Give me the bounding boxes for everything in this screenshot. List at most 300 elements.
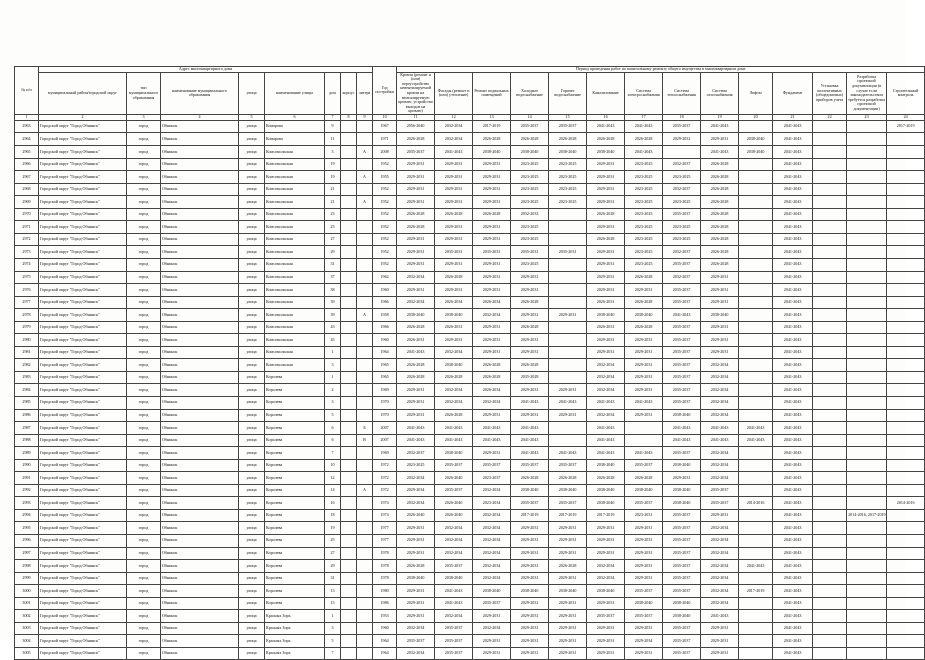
table-cell xyxy=(341,459,357,472)
table-cell xyxy=(739,484,773,497)
table-cell: Королева xyxy=(265,534,325,547)
table-cell: 2029-2031 xyxy=(549,622,587,635)
table-cell: 2023-2025 xyxy=(625,233,663,246)
table-cell: 2023-2025 xyxy=(511,221,549,234)
table-cell: 2035-2037 xyxy=(625,459,663,472)
table-cell xyxy=(813,484,847,497)
col-lift: Лифты xyxy=(739,72,773,114)
column-number: 9 xyxy=(357,114,373,120)
table-cell xyxy=(847,610,887,623)
table-row xyxy=(15,221,925,234)
column-number: 24 xyxy=(887,114,925,120)
column-number: 16 xyxy=(587,114,625,120)
table-cell: 2041-2043 xyxy=(435,434,473,447)
table-cell: 2007 xyxy=(373,422,397,435)
table-row xyxy=(15,597,925,610)
table-cell xyxy=(341,597,357,610)
table-cell: 2026-2028 xyxy=(549,133,587,146)
table-cell: 2029-2031 xyxy=(473,321,511,334)
table-cell: Королева xyxy=(265,472,325,485)
table-cell xyxy=(813,221,847,234)
table-cell: 2026-2028 xyxy=(587,472,625,485)
table-cell: Обнинск xyxy=(161,422,239,435)
table-cell: 15 xyxy=(325,597,341,610)
table-cell: Городской округ "Город Обнинск" xyxy=(39,572,127,585)
table-cell: 2029-2031 xyxy=(473,447,511,460)
table-cell: 2988 xyxy=(15,434,39,447)
table-cell: 2038-2040 xyxy=(663,497,701,510)
table-row xyxy=(15,334,925,347)
table-cell: Комсомольская xyxy=(265,183,325,196)
table-cell: город xyxy=(127,434,161,447)
table-cell: 27 xyxy=(325,547,341,560)
table-cell xyxy=(847,384,887,397)
table-cell: 1 xyxy=(325,610,341,623)
table-cell: Городской округ "Город Обнинск" xyxy=(39,334,127,347)
table-cell: 2032-2034 xyxy=(473,534,511,547)
table-cell xyxy=(357,409,373,422)
table-cell: 2023-2037 xyxy=(473,472,511,485)
table-cell: город xyxy=(127,146,161,159)
table-cell: 1969 xyxy=(373,384,397,397)
table-cell: улица xyxy=(239,221,265,234)
table-cell: 2038-2040 xyxy=(397,309,435,322)
table-cell: 2026-2028 xyxy=(587,233,625,246)
table-cell xyxy=(739,296,773,309)
table-cell: Королева xyxy=(265,547,325,560)
table-cell: 2029-2031 xyxy=(587,346,625,359)
table-cell: город xyxy=(127,309,161,322)
table-cell xyxy=(887,622,925,635)
table-cell: 27 xyxy=(325,233,341,246)
table-cell: 2032-2034 xyxy=(435,133,473,146)
table-cell xyxy=(341,384,357,397)
table-cell xyxy=(887,384,925,397)
table-cell: 2029-2031 xyxy=(473,635,511,648)
table-cell: 2041-2043 xyxy=(773,221,813,234)
table-cell xyxy=(813,284,847,297)
table-row xyxy=(15,472,925,485)
table-cell: 1974 xyxy=(373,509,397,522)
table-row xyxy=(15,246,925,259)
table-cell: 1 xyxy=(325,371,341,384)
table-cell: Городской округ "Город Обнинск" xyxy=(39,422,127,435)
table-cell xyxy=(341,509,357,522)
table-cell: 2029-2031 xyxy=(587,183,625,196)
table-cell: 2041-2043 xyxy=(773,321,813,334)
table-cell: 2023-2025 xyxy=(511,196,549,209)
column-number: 17 xyxy=(625,114,663,120)
table-cell: 1952 xyxy=(373,246,397,259)
table-cell: 2991 xyxy=(15,472,39,485)
table-cell: город xyxy=(127,622,161,635)
table-cell xyxy=(549,221,587,234)
table-cell xyxy=(813,497,847,510)
table-cell: 2029-2031 xyxy=(587,221,625,234)
column-number: 8 xyxy=(341,114,357,120)
table-cell: улица xyxy=(239,422,265,435)
table-cell: 2032-2034 xyxy=(701,396,739,409)
table-cell: 2023-2031 xyxy=(625,509,663,522)
table-cell xyxy=(887,321,925,334)
table-cell: 2029-2031 xyxy=(625,560,663,573)
table-cell: 2035-2037 xyxy=(625,585,663,598)
table-cell: 2038-2040 xyxy=(435,309,473,322)
table-cell: 1980 xyxy=(373,585,397,598)
table-cell: 2023-2025 xyxy=(511,233,549,246)
col-municipal: муниципальный район/городской округ xyxy=(39,72,127,114)
table-cell: 2029-2031 xyxy=(549,534,587,547)
table-cell: улица xyxy=(239,497,265,510)
table-cell xyxy=(341,146,357,159)
table-cell: 2038-2040 xyxy=(473,146,511,159)
table-cell: 1955 xyxy=(373,171,397,184)
table-cell: Обнинск xyxy=(161,396,239,409)
table-cell: 2981 xyxy=(15,346,39,359)
table-cell: Королева xyxy=(265,396,325,409)
col-gas: Система газоснабжения xyxy=(701,72,739,114)
table-cell: 2032-2034 xyxy=(587,384,625,397)
table-cell xyxy=(549,346,587,359)
column-number: 12 xyxy=(435,114,473,120)
table-cell xyxy=(887,183,925,196)
table-cell: 2026-2028 xyxy=(511,296,549,309)
table-cell: 2032-2037 xyxy=(397,447,435,460)
table-cell: Городской округ "Город Обнинск" xyxy=(39,246,127,259)
table-cell: 2023-2025 xyxy=(663,196,701,209)
table-cell: 2998 xyxy=(15,560,39,573)
table-cell: 2029-2031 xyxy=(473,409,511,422)
table-cell: 2032-2034 xyxy=(701,459,739,472)
table-cell: Комсомольская xyxy=(265,284,325,297)
table-cell xyxy=(549,208,587,221)
table-cell: 2029-2031 xyxy=(473,196,511,209)
column-number: 5 xyxy=(239,114,265,120)
table-cell: 2995 xyxy=(15,522,39,535)
table-cell xyxy=(847,434,887,447)
table-cell: 2035-2031 xyxy=(511,246,549,259)
table-cell: 2032-2034 xyxy=(435,384,473,397)
table-cell: Городской округ "Город Обнинск" xyxy=(39,447,127,460)
table-cell: 1964 xyxy=(373,635,397,648)
table-cell: 1952 xyxy=(373,183,397,196)
table-cell: 2029-2031 xyxy=(587,246,625,259)
table-cell: 2029-2031 xyxy=(587,158,625,171)
table-cell xyxy=(357,120,373,133)
table-cell: 2026-2028 xyxy=(701,246,739,259)
table-cell: Комсомольская xyxy=(265,208,325,221)
table-cell: 2032-2034 xyxy=(435,120,473,133)
table-cell: 2026-2040 xyxy=(397,509,435,522)
table-cell: 2035-2037 xyxy=(473,597,511,610)
table-cell: 2029-2031 xyxy=(625,409,663,422)
table-cell: 2968 xyxy=(15,183,39,196)
table-cell: 1960 xyxy=(373,622,397,635)
table-cell xyxy=(739,284,773,297)
table-cell xyxy=(847,171,887,184)
table-cell xyxy=(357,647,373,660)
table-cell xyxy=(549,284,587,297)
table-cell: 2999 xyxy=(15,572,39,585)
table-cell: Обнинск xyxy=(161,221,239,234)
table-cell xyxy=(847,233,887,246)
table-cell: 2029-2031 xyxy=(435,183,473,196)
table-cell xyxy=(887,271,925,284)
table-cell xyxy=(847,572,887,585)
table-cell xyxy=(887,635,925,648)
table-cell: Городской округ "Город Обнинск" xyxy=(39,196,127,209)
table-cell: Обнинск xyxy=(161,484,239,497)
table-cell xyxy=(549,271,587,284)
table-cell: 2041-2043 xyxy=(739,434,773,447)
table-cell xyxy=(357,396,373,409)
table-cell xyxy=(847,547,887,560)
table-cell: 2041-2043 xyxy=(773,497,813,510)
table-cell: 1986 xyxy=(373,597,397,610)
table-cell: Обнинск xyxy=(161,647,239,660)
table-row xyxy=(15,534,925,547)
table-cell: улица xyxy=(239,447,265,460)
table-cell xyxy=(813,509,847,522)
table-cell: 2029-2031 xyxy=(511,647,549,660)
table-cell: улица xyxy=(239,597,265,610)
table-cell: 2023-2025 xyxy=(625,246,663,259)
table-cell: 2029-2031 xyxy=(701,284,739,297)
table-row xyxy=(15,346,925,359)
table-cell xyxy=(341,585,357,598)
table-cell xyxy=(357,447,373,460)
table-cell: 2041-2043 xyxy=(587,120,625,133)
table-cell: А xyxy=(357,309,373,322)
table-cell: 1 xyxy=(325,346,341,359)
table-cell: 1978 xyxy=(373,547,397,560)
table-cell: 2029-2031 xyxy=(397,233,435,246)
table-cell xyxy=(813,359,847,372)
table-row xyxy=(15,284,925,297)
table-cell xyxy=(847,309,887,322)
table-cell: Городской округ "Город Обнинск" xyxy=(39,597,127,610)
table-cell: 2029-2031 xyxy=(587,534,625,547)
table-cell: 2023-2025 xyxy=(625,171,663,184)
table-cell: 2035-2037 xyxy=(663,547,701,560)
table-cell: 2026-2028 xyxy=(701,258,739,271)
table-cell: Городской округ "Город Обнинск" xyxy=(39,158,127,171)
table-cell: 2029-2031 xyxy=(587,196,625,209)
table-cell: 2029-2031 xyxy=(473,334,511,347)
table-cell: 2026-2028 xyxy=(587,208,625,221)
table-cell: Городской округ "Город Обнинск" xyxy=(39,233,127,246)
table-cell: 2032-2034 xyxy=(473,622,511,635)
table-cell: 2035-2037 xyxy=(511,120,549,133)
column-number: 13 xyxy=(473,114,511,120)
table-cell: 1964 xyxy=(373,346,397,359)
table-cell: 11 xyxy=(325,133,341,146)
table-cell: 2041-2043 xyxy=(773,296,813,309)
table-cell: 2035-2037 xyxy=(511,459,549,472)
table-cell: 2029-2031 xyxy=(701,622,739,635)
table-cell: улица xyxy=(239,472,265,485)
table-cell: Обнинск xyxy=(161,459,239,472)
table-cell xyxy=(341,472,357,485)
table-cell xyxy=(739,196,773,209)
table-cell xyxy=(341,334,357,347)
table-cell: Обнинск xyxy=(161,258,239,271)
table-cell xyxy=(813,597,847,610)
table-cell: 2972 xyxy=(15,233,39,246)
table-cell: 2029-2031 xyxy=(587,258,625,271)
table-cell: 2029-2031 xyxy=(625,622,663,635)
table-cell: 2041-2043 xyxy=(587,434,625,447)
table-row xyxy=(15,359,925,372)
table-cell: 2038-2040 xyxy=(435,359,473,372)
table-cell xyxy=(739,246,773,259)
table-cell: город xyxy=(127,158,161,171)
table-cell xyxy=(739,459,773,472)
table-cell: 2026-2028 xyxy=(435,271,473,284)
table-cell: 2032-2034 xyxy=(397,622,435,635)
table-cell xyxy=(739,635,773,648)
table-cell: город xyxy=(127,246,161,259)
table-cell: Городской округ "Город Обнинск" xyxy=(39,384,127,397)
table-row xyxy=(15,635,925,648)
table-cell xyxy=(739,334,773,347)
table-cell: Городской округ "Город Обнинск" xyxy=(39,359,127,372)
table-cell: 2029-2031 xyxy=(625,547,663,560)
table-row xyxy=(15,610,925,623)
table-cell: 1971 xyxy=(373,133,397,146)
table-cell xyxy=(847,133,887,146)
table-cell: 1964 xyxy=(373,647,397,660)
table-cell xyxy=(887,560,925,573)
table-cell: А xyxy=(357,146,373,159)
table-cell xyxy=(887,522,925,535)
table-cell: город xyxy=(127,647,161,660)
table-cell: улица xyxy=(239,171,265,184)
table-cell xyxy=(739,409,773,422)
table-cell: 2038-2040 xyxy=(549,484,587,497)
table-cell xyxy=(341,171,357,184)
table-cell: 1972 xyxy=(373,459,397,472)
table-cell: улица xyxy=(239,233,265,246)
table-cell: 2026-2034 xyxy=(473,296,511,309)
table-cell xyxy=(357,547,373,560)
table-cell: город xyxy=(127,409,161,422)
table-cell: улица xyxy=(239,547,265,560)
table-cell: 2032-2034 xyxy=(587,371,625,384)
table-cell xyxy=(887,233,925,246)
table-cell xyxy=(739,120,773,133)
table-cell: 16 xyxy=(325,497,341,510)
table-cell: 2982 xyxy=(15,359,39,372)
table-cell: Комсомольская xyxy=(265,346,325,359)
table-cell: 2023-2025 xyxy=(511,183,549,196)
table-cell xyxy=(847,371,887,384)
column-number: 10 xyxy=(373,114,397,120)
table-row xyxy=(15,309,925,322)
table-row xyxy=(15,183,925,196)
table-cell: Городской округ "Город Обнинск" xyxy=(39,585,127,598)
table-cell xyxy=(813,208,847,221)
table-cell: 2035-2037 xyxy=(663,534,701,547)
table-cell: 2041-2043 xyxy=(663,309,701,322)
table-cell: 1965 xyxy=(373,359,397,372)
table-cell: 2029-2031 xyxy=(397,158,435,171)
table-cell: Городской округ "Город Обнинск" xyxy=(39,409,127,422)
table-cell xyxy=(887,208,925,221)
table-cell: 2969 xyxy=(15,196,39,209)
col-basement: Ремонт подвальных помещений xyxy=(473,72,511,114)
col-street: наименование улицы xyxy=(265,72,325,114)
table-cell: Обнинск xyxy=(161,309,239,322)
table-cell xyxy=(813,447,847,460)
table-row xyxy=(15,171,925,184)
table-cell: Королева xyxy=(265,447,325,460)
table-cell: 2026-2028 xyxy=(701,158,739,171)
table-cell: 2032-2034 xyxy=(435,610,473,623)
table-cell xyxy=(357,284,373,297)
table-cell: 2966 xyxy=(15,158,39,171)
table-cell xyxy=(887,221,925,234)
table-cell: 2023-2025 xyxy=(511,158,549,171)
table-row xyxy=(15,158,925,171)
table-cell: Комсомольская xyxy=(265,196,325,209)
table-cell: 2029-2031 xyxy=(511,384,549,397)
table-cell xyxy=(887,334,925,347)
table-cell: 2029-2031 xyxy=(435,258,473,271)
table-cell: 2029-2031 xyxy=(397,284,435,297)
repair-schedule-table xyxy=(14,66,925,660)
table-cell: 21 xyxy=(325,196,341,209)
table-cell xyxy=(357,597,373,610)
table-row xyxy=(15,422,925,435)
table-cell xyxy=(739,384,773,397)
table-cell: Городской округ "Город Обнинск" xyxy=(39,610,127,623)
table-cell xyxy=(813,120,847,133)
table-cell xyxy=(813,635,847,648)
table-cell: 1978 xyxy=(373,560,397,573)
col-roof: Кровля (ремонт и (или) переустройство невентилируемой кровли на вентилируемую кровлю, устройство выходов на кровлю) xyxy=(398,71,433,114)
table-cell: 2029-2031 xyxy=(511,346,549,359)
table-cell: 2990 xyxy=(15,459,39,472)
table-cell: Обнинск xyxy=(161,497,239,510)
table-cell: 2032-2033 xyxy=(511,208,549,221)
table-cell: 2032-2034 xyxy=(701,447,739,460)
table-cell: 2976 xyxy=(15,284,39,297)
table-cell: улица xyxy=(239,183,265,196)
table-cell: 25 xyxy=(325,534,341,547)
table-cell: улица xyxy=(239,346,265,359)
table-cell: 2041-2043 xyxy=(663,422,701,435)
table-cell: Комарова xyxy=(265,133,325,146)
table-cell: улица xyxy=(239,284,265,297)
table-cell: 3004 xyxy=(15,635,39,648)
table-cell: 2041-2043 xyxy=(511,422,549,435)
col-heat: Система теплоснабжения xyxy=(663,72,701,114)
table-cell: Городской округ "Город Обнинск" xyxy=(39,133,127,146)
table-cell: 2026-2028 xyxy=(701,233,739,246)
table-cell: 2029-2031 xyxy=(511,284,549,297)
table-cell xyxy=(847,321,887,334)
table-cell xyxy=(739,597,773,610)
table-cell: 2026-2028 xyxy=(549,472,587,485)
table-cell: 1952 xyxy=(373,233,397,246)
table-cell: Обнинск xyxy=(161,384,239,397)
table-cell: 2041-2043 xyxy=(587,447,625,460)
table-cell xyxy=(887,484,925,497)
table-cell xyxy=(887,146,925,159)
table-cell: 2029-2031 xyxy=(435,196,473,209)
table-cell: город xyxy=(127,396,161,409)
